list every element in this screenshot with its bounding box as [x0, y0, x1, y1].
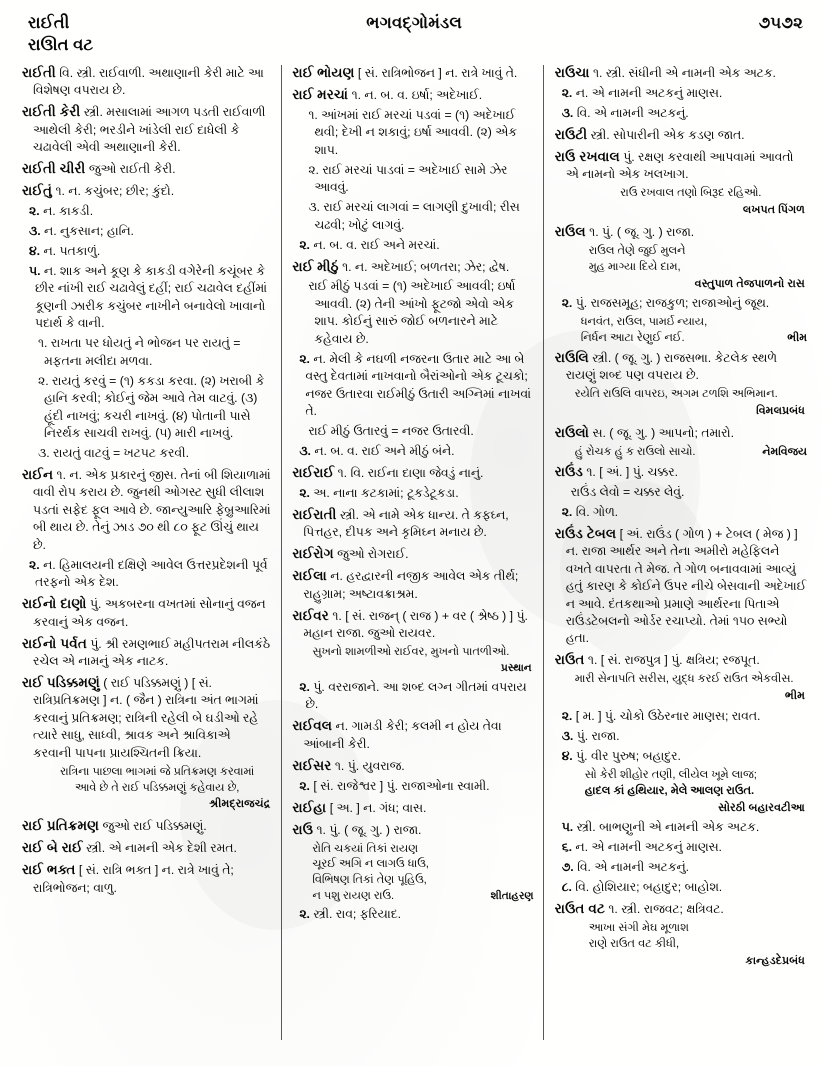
quotation-block: [555, 387, 807, 403]
quotation-line: રોતિ ચકયાં તિકાં રાયણ: [312, 842, 418, 855]
sense-text: [ સં. રાજેશ્વર ] પું. રાજાઓના સ્વામી.: [313, 778, 490, 793]
entry-body: ન. હરદ્વારની નજીક આવેલ એક તીર્થ; રાહુગ્રામ; અષ્ટાવક્રાશ્રમ.: [303, 569, 519, 601]
dictionary-entry: [22, 673, 272, 762]
sense-number: ૮.: [561, 880, 572, 895]
quotation-attribution: શીતાહરણ: [490, 890, 534, 902]
dictionary-entry: [22, 634, 272, 671]
sense-item: [292, 351, 533, 421]
dictionary-entry: [292, 716, 533, 753]
headword: રાઉંડ: [554, 463, 583, 479]
quotation-attribution: ભીમ: [784, 690, 805, 703]
quotation-attribution: શ્રીમદ્‌રાજચંદ્ર: [209, 798, 271, 811]
sense-item: [22, 263, 272, 333]
headword: રાઈતી: [22, 65, 56, 80]
entry-body: ૧. [ સં. રાજપુત્ર ] પું. ક્ષત્રિય; રજપૂત.: [587, 653, 760, 668]
dictionary-entry: [555, 423, 807, 442]
sense-item: [555, 295, 807, 312]
quotation-block: [555, 672, 807, 688]
running-head-title: ભગવદ્ગોમંડલ: [366, 14, 462, 32]
sense-item: [555, 819, 807, 836]
sense-number: ૨.: [561, 296, 573, 311]
sense-text: ન. કાકડી.: [43, 204, 94, 219]
sense-text: [ મ. ] પું. ચોકો ઉઠેરનાર માણસ; રાવત.: [575, 709, 761, 724]
headword: રાઉંડ ટેબલ: [554, 525, 617, 541]
entry-body: પું. શ્રી રમણભાઈ મહીપતરામ નીલકંઠે રચેલ એ નામનું એક નાટક.: [33, 636, 270, 669]
dictionary-entry: [292, 63, 533, 82]
quotation-line: રાત્રિના પાછલા ભાગમાં જે પ્રતિક્રમણ કરવામાં: [60, 765, 255, 778]
dictionary-entry: [292, 463, 533, 482]
sense-number: ૨.: [299, 237, 310, 252]
headword: રાઈરાઈ: [292, 465, 335, 481]
entry-body: ૧. સ્ત્રી. સંધીની એ નામની એક અટક.: [593, 66, 776, 80]
dictionary-entry: [22, 860, 272, 897]
headword: રાઈ ભોયણ: [292, 65, 355, 80]
headword: રાઈ પડિક્કમણું: [22, 675, 100, 690]
entry-body: [ સં. રાત્રિ ભક્ત ] ન. રાત્રે ખાવું તે; રાત્રિભોજન; વાળુ.: [33, 863, 234, 895]
dictionary-entry: [22, 594, 272, 631]
headword: રાઈનો પર્વત: [22, 635, 87, 651]
sense-item: [22, 557, 272, 592]
headword: રાઈતી કેરી: [22, 104, 81, 120]
sense-item: [555, 879, 807, 896]
dictionary-entry: [555, 348, 807, 385]
quotation-line: મારી સેનાપતિ સરીસ, યુદ્ધ કરઈ રાઉત એકવીસ.: [574, 673, 794, 686]
quotation-line: હાદલ કાં હથિયાર, મેલે આલણ રાઉત.: [584, 784, 755, 797]
quotation-line: રયેતિ રાઉલિ વાપરઇ, અગમ ટળશિ અભિમાન.: [574, 388, 778, 401]
sense-number: ૫.: [29, 264, 41, 279]
quotation-attribution: કાન્હડદેપ્રબંધ: [745, 954, 805, 967]
quotation-line: સો કેરી શીહોર તણી, લીયેલ ખૂમે લાજ;: [584, 768, 757, 781]
sense-text: ન. પતકાળું.: [43, 244, 101, 259]
entry-body: ૧. વિ. રાઈના દાણા જેવડું નાનું.: [337, 466, 484, 481]
quotation-attribution: વિમલપ્રબંધ: [756, 405, 805, 418]
headword: રાઈતું: [22, 183, 53, 199]
headword: રાઉત: [554, 652, 585, 668]
headword: રાઉચા: [554, 65, 590, 80]
quotation-line: મુહ માગ્યા દિયે દામ,: [588, 260, 681, 273]
sense-number: ૨.: [561, 709, 573, 724]
sense-number: ૨.: [299, 906, 310, 921]
sense-number: ૩.: [299, 444, 311, 459]
headword: રાઉલિ: [554, 350, 589, 365]
dictionary-entry: [555, 63, 807, 82]
sense-number: ૭.: [561, 860, 574, 875]
sense-number: ૫.: [561, 820, 574, 835]
quotation-line: રાઉ રખવાલ તણો બિરૂદ રહિઓ.: [620, 187, 762, 200]
dictionary-entry: [555, 147, 807, 184]
entry-body: જુઓ રાઈતી કેરી.: [88, 162, 176, 177]
dictionary-entry: [292, 85, 533, 104]
headword: રાઉટી: [554, 126, 588, 142]
quotation-line: ન પશુ રાયણ રાઉ.: [312, 890, 395, 902]
quotation-block: [555, 244, 807, 276]
sense-number: ૬.: [561, 840, 572, 855]
sense-number: ૨.: [29, 557, 40, 572]
subsense-item: રાઉંડ લેવો = ચક્કર લેવું.: [570, 484, 685, 499]
quotation-attribution: ભીમ: [787, 332, 807, 345]
sense-text: વિ. એ નામની અટકનું.: [577, 860, 690, 875]
dictionary-entry: [555, 125, 807, 144]
entry-body: સ્ત્રી. સોપારીની એક કડણ જાત.: [590, 127, 745, 142]
headword: રાઈવલ: [292, 718, 333, 734]
sense-text: ન. મેલી કે નઘળી નજરના ઉતાર માટે આ બે વસ્તુ દેવતામાં નાખવાનો બૈરાંઓનો એક ટૂચકો; નજર ઉતારવા રાઈમીઠું ઉતારી અગ્નિમાં નાખવાં તે.: [305, 351, 532, 419]
quotation-line: વિભિષણ તિકાં તેણ પૂહિઉ,: [312, 874, 427, 887]
page-number: ૭૫૭૨: [758, 14, 803, 32]
headword: રાઉત વટ: [554, 901, 605, 917]
quotation-block: [22, 765, 272, 797]
headword: રાઈલા: [292, 568, 327, 584]
sense-text: સ્ત્રી. રાવ; ફરિયાદ.: [313, 906, 401, 921]
quotation-block: [555, 445, 807, 461]
running-head: [22, 14, 807, 33]
entry-body: [ અ. ] ન. ગંધ; વાસ.: [329, 800, 427, 815]
quotation-line: રાઉલ તેણે જુઈ મુલને: [588, 244, 686, 257]
entry-body: સ. ( જૂ. ગુ. ) આપનો; તમારો.: [592, 426, 734, 441]
sense-item: [555, 85, 807, 102]
dictionary-entry: [22, 465, 272, 554]
sense-item: [555, 728, 807, 745]
sense-text: પું. રાજા.: [576, 729, 620, 744]
headword: રાઉલો: [554, 425, 590, 441]
dictionary-entry: [292, 820, 533, 839]
quotation-block: [555, 186, 807, 202]
sense-item: [555, 504, 807, 521]
sense-number: ૩.: [561, 729, 574, 744]
sense-number: ૩.: [561, 105, 574, 120]
dictionary-entry: [555, 650, 807, 669]
dictionary-entry: [292, 257, 533, 276]
quotation-line: સુખનો શામળીઓ રાઈવર, મુખનો પાતળીઓ.: [312, 646, 510, 659]
quotation-line: હું રોચક હું ક રાઉલો સાચો.: [574, 446, 696, 459]
sense-item: [555, 859, 807, 876]
quotation-block: [292, 645, 533, 661]
entry-body: પું. અકબરના વખતમાં સોનાનું વજન કરવાનું એક વજન.: [33, 597, 266, 629]
quotation-attribution: લખપત પિંગળ: [742, 204, 805, 217]
sense-item: [22, 203, 272, 220]
entry-body: [ સં. રાત્રિભોજન ] ન. રાત્રે ખાવું તે.: [357, 66, 518, 80]
entry-body: ૧. [ અં. ] પું. ચક્કર.: [586, 464, 678, 479]
subsense-item: ૧. રાખતા પર ધોયતું ને ભોજન પર રાયતું = મફતના મલીદા મળવા.: [38, 336, 241, 368]
quotation-line: રાણે રાઉત વટ કીધી,: [588, 938, 680, 951]
dictionary-entry: [22, 102, 272, 156]
quotation-line: આખા સંગી મેઘ મૂળાશ: [588, 922, 689, 935]
sense-text: પું. રાજસમૂહ; રાજકુળ; રાજાઓનું જૂથ.: [575, 296, 770, 311]
entry-body: સ્ત્રી. મસાલામાં આગળ પડતી રાઈવાળી આથેલી કેરી; ભરડીને ખાંડેલી રાઈ દાધેલી કે ચઢાવેલી એવી અથાણાની કેરી.: [33, 105, 266, 155]
sense-item: [555, 839, 807, 856]
dictionary-entry: [292, 756, 533, 775]
headword: રાઉ રખવાલ: [554, 148, 620, 164]
sense-text: અ. નાના કટકામાં; ટૂકડેટૂકડા.: [313, 485, 459, 500]
running-head-left: રાઈતી: [28, 14, 70, 32]
dictionary-entry: [292, 505, 533, 542]
quotation-line: આવે છે તે રાઈ પડિક્કમણું કહેવાય છે,: [74, 781, 240, 794]
headword: રાઈસર: [292, 757, 332, 773]
subsense-item: ૨. રાઈ મરચાં પાડવાં = અદેખાઈ સામે ઝેર આવવું.: [308, 162, 508, 195]
sense-text: સ્ત્રી. બાભણુની એ નામની એક અટક.: [576, 820, 760, 835]
subsense-item: ૧. આંખમાં રાઈ મરચાં પડવાં = (૧) અદેખાઈ થવી; દેખી ન શકાવું; ઇર્ષા આવવી. (૨) એક શાપ.: [308, 107, 517, 157]
entry-body: ૧. પું. ( જૂ. ગુ. ) રાજા.: [316, 822, 422, 837]
sense-text: ન. હિમાલયની દક્ષિણે આવેલ ઉત્તરપ્રદેશની પૂર્વ તરફનો એક દેશ.: [35, 557, 268, 590]
entry-body: ૧. સ્ત્રી. રાજવટ; ક્ષત્રિવટ.: [608, 902, 724, 917]
sense-text: ન. એ નામની અટકનું માણસ.: [575, 85, 723, 100]
sense-number: ૩.: [29, 224, 41, 239]
sense-item: [292, 237, 533, 254]
quotation-attribution: વસ્તુપાળ તેજપાળનો રાસ: [694, 277, 805, 290]
quotation-block: [555, 315, 807, 347]
dictionary-entry: [22, 159, 272, 178]
running-head-second-line: રાઊત વટ: [28, 36, 94, 54]
headword: રાઈવર: [292, 607, 329, 623]
sense-text: વિ. હોશિયાર; બહાદુર; બાહોશ.: [575, 880, 723, 895]
dictionary-entry: [555, 222, 807, 241]
sense-item: [555, 708, 807, 725]
quotation-line: ધનવંત, રાઉલ, પામર્ઇ ન્યાય,: [580, 316, 708, 329]
column-2: [282, 63, 542, 1053]
quotation-attribution: સોરઠી બહારવટીઆ: [718, 801, 805, 814]
entry-body: ન. ગામડી કેરી; કલમી ન હોય તેવા આંબાની કેરી.: [303, 719, 502, 751]
dictionary-entry: [292, 566, 533, 603]
sense-number: ૨.: [299, 679, 310, 694]
sense-item: [22, 243, 272, 260]
entry-body: સ્ત્રી. એ નામની એક દેશી રમત.: [86, 841, 237, 856]
sense-text: વિ. એ નામની અટકનું.: [576, 105, 689, 120]
entry-body: સ્ત્રી. ( જૂ. ગુ. ) રાજસભા. કેટલેક સ્થળે રાયણું શબ્દ પણ વપરાય છે.: [565, 351, 777, 383]
sense-text: ન. બ. વ. રાઈ અને મીઠું બંને.: [314, 444, 455, 459]
sense-text: ન. શાક અને કૂણ કે કાકડી વગેરેની કચૂંબર કે છીર નાંખી રાઈ ચઢાવેલું દહીં; રાઈ ચઢાવેલ દહીંમાં કૂણની ઝારીક કચુંબર નાખીને બનાવેલો ખાવાનો પદાર્થ કે વાની.: [35, 264, 268, 331]
dictionary-entry: [292, 798, 533, 817]
column-1: [22, 63, 281, 1053]
headword: રાઈ પ્રતિક્રમણ: [22, 818, 100, 834]
sense-text: વિ. ગોળ.: [575, 504, 619, 519]
headword: રાઈ મરચાં: [292, 86, 349, 102]
headword: રાઈરોગ: [292, 546, 334, 562]
entry-body: ૧. ન. એક પ્રકારનું જીસ. તેનાં બી શિયાળામાં વાવી રોપ કરાય છે. જુનથી ઓગસ્ટ સુધી લીલાશ પડતાં સફેદ ફૂલ આવે છે. જાન્યુઆરિ ફેબ્રુઆરિમાં બી થાય છે. તેનું ઝાડ ૭૦ થી ૮૦ ફૂટ ઊંચું થાય છે.: [33, 468, 271, 552]
entry-body: સ્ત્રી. એ નામે એક ધાન્ય. તે કફઘ્ન, પિત્તહર, દીપક અને કૃમિઘ્ન મનાય છે.: [303, 507, 509, 540]
quotation-attribution: નેમવિજય: [762, 446, 807, 459]
sense-text: ન. એ નામની અટકનું માણસ.: [575, 840, 722, 855]
entry-body: વિ. સ્ત્રી. રાઈવાળી. અથાણાની કેરી માટે આ વિશેષણ વપરાય છે.: [33, 66, 264, 98]
sense-item: [22, 223, 272, 240]
sense-item: [292, 906, 533, 923]
entry-body: ૧. ન. કચુંબર; છીર; કુંદો.: [55, 184, 175, 199]
headword: રાઈનો દાણો: [22, 596, 87, 612]
headword: રાઈહા: [292, 799, 327, 815]
dictionary-entry: [22, 838, 272, 857]
quotation-block: [555, 768, 807, 800]
sense-text: ન. બ. વ. રાઈ અને મરચાં.: [313, 237, 440, 252]
entry-body: પું. રક્ષણ કરવાથી આપવામાં આવતો એ નામનો એક ખલખાગ.: [565, 149, 794, 182]
entry-body: જુઓ રાઈ પડિક્કમણું.: [102, 819, 207, 834]
headword: રાઉલ: [554, 223, 586, 239]
sense-item: [292, 443, 533, 460]
quotation-block: [292, 842, 533, 905]
entry-body: ૧. ન. અદેખાઈ; બળતરા; ઝેર; દ્વેષ.: [342, 259, 510, 274]
subsense-item: ૨. રાયતું કરવું = (૧) કકડા કરવા. (૨) ખરાબી કે હાનિ કરવી; કોઈનું જેમ આવે તેમ વાટવું. (૩) હૂંદી નાખવું; કચરી નાખવું. (૪) પોતાની પાસે નિરર્થક સાચવી રાખવું. (૫) મારી નાખવું.: [38, 373, 265, 441]
sense-number: ૪.: [29, 244, 41, 259]
entry-body: ૧. [ સં. રાજન્ ( રાજ ) + વર ( શ્રેષ્ઠ ) ] પું. મહાન રાજા. જુઓ રાયવર.: [303, 608, 528, 641]
sense-number: ૪.: [561, 749, 573, 763]
column-3: [544, 63, 807, 1053]
headword: રાઈ મીઠું: [292, 258, 339, 274]
sense-item: [292, 485, 533, 502]
headword: રાઈ ભક્ત: [22, 862, 76, 878]
dictionary-entry: [22, 181, 272, 200]
dictionary-entry: [292, 544, 533, 563]
sense-number: ૨.: [299, 351, 310, 366]
dictionary-entry: [555, 524, 807, 648]
dictionary-entry: [22, 816, 272, 835]
sense-number: ૨.: [299, 485, 310, 500]
sense-text: પું. વરરાજાને. આ શબ્દ લગ્ન ગીતમાં વપરાય છે.: [305, 679, 527, 712]
sense-item: [292, 778, 533, 795]
columns-container: [22, 63, 807, 1053]
subsense-item: રાઈ મીઠું પડવાં = (૧) અદેખાઈ આવવી; ઇર્ષા આવવી. (૨) તેની આંખો ફૂટજો એવો એક શાપ. કોઈનું સારું જોઈ બળનારને માટે કહેવાય છે.: [308, 279, 516, 346]
dictionary-entry: [555, 899, 807, 918]
quotation-attribution: પ્રસ્થાન: [500, 661, 532, 674]
quotation-line: ચૂરઈ અગિ ન લાગઉ ધાઉ,: [312, 858, 429, 871]
sense-item: [555, 105, 807, 122]
sense-item: [555, 748, 807, 765]
quotation-block: [555, 921, 807, 953]
headword: રાઈ બે રાઈ: [22, 840, 83, 856]
sense-number: ૨.: [29, 204, 40, 219]
headword: રાઉ: [292, 821, 314, 837]
dictionary-entry: [292, 606, 533, 643]
entry-body: ૧. પું. ( જૂ. ગુ. ) રાજા.: [589, 224, 695, 239]
subsense-item: રાઈ મીઠું ઉતારવું = નજર ઉતારવી.: [308, 424, 474, 439]
headword: રાઈન: [22, 467, 54, 483]
sense-number: ૨.: [561, 85, 573, 100]
entry-body: ( રાઈ પડિક્કમણું ) [ સં. રાત્રિપ્રતિક્રમણ ] ન. ( જૈન ) રાત્રિના અંત ભાગમાં કરવાનું પ્રતિક્રમણ; રાત્રિની રહેલી બે ઘડીઓ રહે ત્યારે સાધુ, સાધ્વી, શ્રાવક અને શ્રાવિકાએ કરવાની પાપના પ્રાયશ્ચિતની ક્રિયા.: [33, 676, 259, 760]
sense-text: ન. નુકસાન; હાનિ.: [44, 224, 134, 239]
subsense-item: ૩. રાયતું વાટવું = ખટપટ કરવી.: [38, 446, 189, 461]
dictionary-entry: [22, 63, 272, 100]
sense-text: પું. વીર પુરુષ; બહાદુર.: [576, 749, 681, 763]
sense-number: ૨.: [561, 504, 573, 519]
sense-item: [292, 679, 533, 714]
quotation-line: નિર્ધન આટા રેણુઈ નઈ.: [580, 332, 685, 345]
entry-body: ૧. ન. બ. વ. ઇર્ષા; અદેખાઈ.: [351, 87, 483, 102]
entry-body: [ અં. રાઉંડ ( ગોળ ) + ટેબલ ( મેજ ) ] ન. રાજા આર્થર અને તેના અમીરો મહેફિલને વખતે વાપરતા તે મેજ. તે ગોળ બનાવવામાં આવ્યું હતું કારણ કે કોઈને ઉપર નીચે બેસવાની અદેખાઈ ન આવે. દંતકથાઓ પ્રમાણે આર્થરના પિતાએ રાઉંડટેબલનો ઓર્ડર રચાપ્યો. તેમાં ૧૫૦ સભ્યો હતા.: [565, 526, 807, 646]
entry-body: જુઓ રોગરાઈ.: [337, 547, 409, 562]
entry-body: ૧. પું. યુવરાજ.: [334, 758, 405, 773]
headword: રાઈરાતી: [292, 506, 337, 522]
subsense-item: ૩. રાઈ મરચાં લાગવાં = લાગણી દુખાવી; રીસ ચઢવી; ખોટું લાગવું.: [308, 200, 520, 232]
headword: રાઈતી ચીરી: [22, 161, 86, 177]
sense-number: ૨.: [299, 778, 310, 793]
dictionary-entry: [555, 462, 807, 481]
